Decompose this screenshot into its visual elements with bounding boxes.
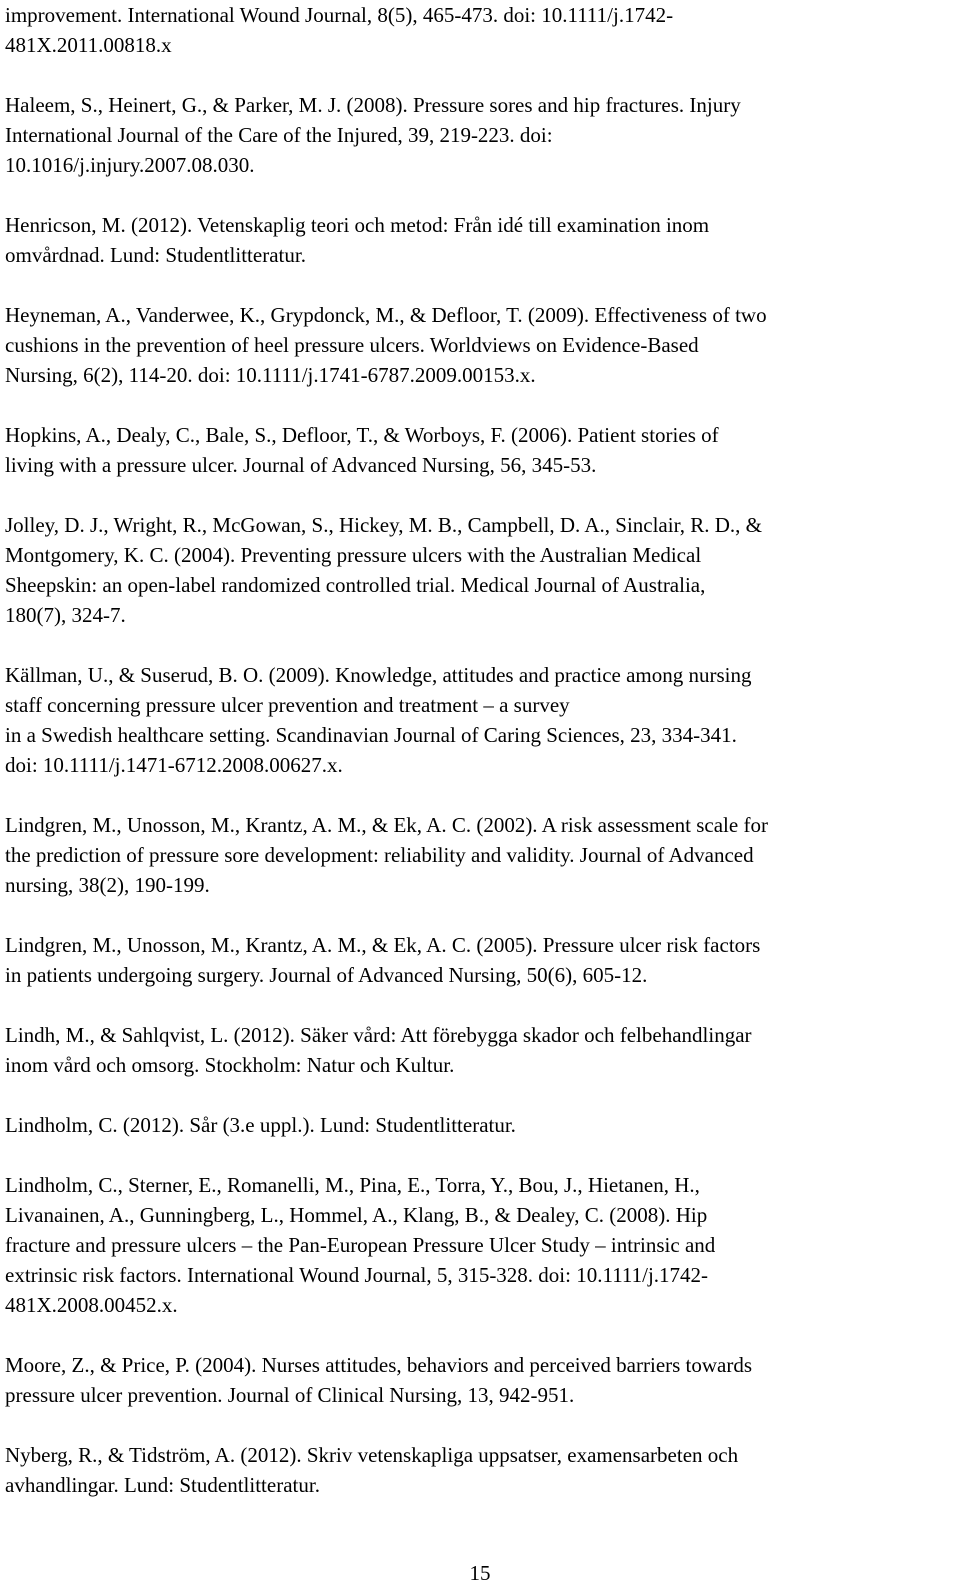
reference-line: 180(7), 324-7. (5, 603, 126, 627)
reference-entry (5, 420, 950, 480)
reference-line: extrinsic risk factors. International Wound Journal, 5, 315-328. doi: 10.1111/j.1742- (5, 1263, 709, 1287)
reference-line: improvement. International Wound Journal, 8(5), 465-473. doi: 10.1111/j.1742- (5, 3, 674, 27)
reference-line: omvårdnad. Lund: Studentlitteratur. (5, 243, 306, 267)
reference-entry (5, 0, 950, 60)
reference-line: Lindholm, C., Sterner, E., Romanelli, M., Pina, E., Torra, Y., Bou, J., Hietanen, H., (5, 1173, 700, 1197)
reference-line: living with a pressure ulcer. Journal of Advanced Nursing, 56, 345-53. (5, 453, 597, 477)
reference-line: 481X.2011.00818.x (5, 33, 172, 57)
page-number: 15 (469, 1561, 491, 1585)
reference-entry (5, 930, 950, 990)
reference-entry (5, 1440, 950, 1500)
reference-line: 10.1016/j.injury.2007.08.030. (5, 153, 255, 177)
reference-line: nursing, 38(2), 190-199. (5, 873, 210, 897)
reference-entry (5, 510, 950, 630)
reference-line: Jolley, D. J., Wright, R., McGowan, S., Hickey, M. B., Campbell, D. A., Sinclair, R. D., & (5, 513, 762, 537)
reference-line: Lindgren, M., Unosson, M., Krantz, A. M., & Ek, A. C. (2005). Pressure ulcer risk factors (5, 933, 761, 957)
reference-line: Montgomery, K. C. (2004). Preventing pressure ulcers with the Australian Medical (5, 543, 702, 567)
reference-line: Livanainen, A., Gunningberg, L., Hommel, A., Klang, B., & Dealey, C. (2008). Hip (5, 1203, 708, 1227)
reference-entry (5, 90, 950, 180)
reference-line: Nursing, 6(2), 114-20. doi: 10.1111/j.1741-6787.2009.00153.x. (5, 363, 536, 387)
reference-line: in a Swedish healthcare setting. Scandinavian Journal of Caring Sciences, 23, 334-341. (5, 723, 737, 747)
reference-line: Lindholm, C. (2012). Sår (3.e uppl.). Lund: Studentlitteratur. (5, 1113, 516, 1137)
reference-line: Sheepskin: an open-label randomized controlled trial. Medical Journal of Australia, (5, 573, 706, 597)
reference-entry (5, 1020, 950, 1080)
reference-entry (5, 1110, 950, 1140)
reference-line: staff concerning pressure ulcer prevention and treatment – a survey (5, 693, 570, 717)
reference-entry (5, 1350, 950, 1410)
reference-line: Henricson, M. (2012). Vetenskaplig teori och metod: Från idé till examination inom (5, 213, 710, 237)
reference-line: pressure ulcer prevention. Journal of Clinical Nursing, 13, 942-951. (5, 1383, 575, 1407)
reference-line: Haleem, S., Heinert, G., & Parker, M. J. (2008). Pressure sores and hip fractures. Injury (5, 93, 741, 117)
reference-entry (5, 300, 950, 390)
reference-list (5, 0, 950, 1530)
reference-line: fracture and pressure ulcers – the Pan-European Pressure Ulcer Study – intrinsic and (5, 1233, 716, 1257)
reference-line: Moore, Z., & Price, P. (2004). Nurses attitudes, behaviors and perceived barriers towards (5, 1353, 753, 1377)
reference-line: cushions in the prevention of heel pressure ulcers. Worldviews on Evidence-Based (5, 333, 699, 357)
reference-line: doi: 10.1111/j.1471-6712.2008.00627.x. (5, 753, 343, 777)
reference-line: Lindh, M., & Sahlqvist, L. (2012). Säker vård: Att förebygga skador och felbehandlingar (5, 1023, 752, 1047)
reference-entry (5, 810, 950, 900)
reference-entry (5, 1170, 950, 1320)
reference-line: Lindgren, M., Unosson, M., Krantz, A. M., & Ek, A. C. (2002). A risk assessment scale for (5, 813, 768, 837)
reference-line: Nyberg, R., & Tidström, A. (2012). Skriv vetenskapliga uppsatser, examensarbeten och (5, 1443, 739, 1467)
reference-line: Hopkins, A., Dealy, C., Bale, S., Defloor, T., & Worboys, F. (2006). Patient stories of (5, 423, 719, 447)
reference-line: Källman, U., & Suserud, B. O. (2009). Knowledge, attitudes and practice among nursing (5, 663, 752, 687)
reference-line: 481X.2008.00452.x. (5, 1293, 178, 1317)
reference-line: Heyneman, A., Vanderwee, K., Grypdonck, M., & Defloor, T. (2009). Effectiveness of two (5, 303, 767, 327)
reference-line: inom vård och omsorg. Stockholm: Natur och Kultur. (5, 1053, 455, 1077)
reference-entry (5, 210, 950, 270)
reference-line: International Journal of the Care of the Injured, 39, 219-223. doi: (5, 123, 553, 147)
reference-line: avhandlingar. Lund: Studentlitteratur. (5, 1473, 320, 1497)
reference-line: the prediction of pressure sore development: reliability and validity. Journal of Advanced (5, 843, 754, 867)
reference-line: in patients undergoing surgery. Journal of Advanced Nursing, 50(6), 605-12. (5, 963, 648, 987)
reference-entry (5, 660, 950, 780)
